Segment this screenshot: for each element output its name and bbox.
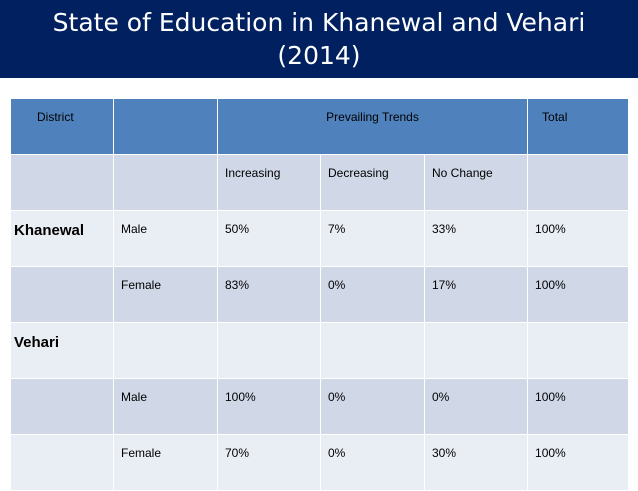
table-cell: 17% xyxy=(425,267,528,323)
district-vehari: Vehari xyxy=(11,323,114,379)
subheader-decreasing: Decreasing xyxy=(321,155,425,211)
table-cell: 0% xyxy=(321,435,425,491)
table-cell: Male xyxy=(114,211,218,267)
table-subheader-row xyxy=(11,155,629,211)
table-cell: 33% xyxy=(425,211,528,267)
table-cell: 0% xyxy=(321,379,425,435)
slide-title xyxy=(0,0,638,78)
table-cell: 70% xyxy=(218,435,321,491)
subheader-no-change: No Change xyxy=(425,155,528,211)
table-cell xyxy=(11,379,114,435)
header-district: District xyxy=(11,99,114,155)
education-table xyxy=(10,98,629,491)
table-cell xyxy=(11,155,114,211)
district-khanewal: Khanewal xyxy=(11,211,114,267)
table-cell: 0% xyxy=(425,379,528,435)
table-cell: 83% xyxy=(218,267,321,323)
table-cell xyxy=(425,323,528,379)
header-total: Total xyxy=(528,99,629,155)
table-cell: 100% xyxy=(528,211,629,267)
table-row xyxy=(11,267,629,323)
table-cell xyxy=(11,435,114,491)
table-cell xyxy=(114,323,218,379)
table-row xyxy=(11,435,629,491)
table-header-row xyxy=(11,99,629,155)
table-cell: Male xyxy=(114,379,218,435)
subheader-increasing: Increasing xyxy=(218,155,321,211)
table-row xyxy=(11,323,629,379)
table-cell: 7% xyxy=(321,211,425,267)
table-row xyxy=(11,211,629,267)
table-cell xyxy=(218,323,321,379)
table-cell: Female xyxy=(114,267,218,323)
table-cell: Female xyxy=(114,435,218,491)
table-cell xyxy=(528,155,629,211)
table-row xyxy=(11,379,629,435)
table-cell: 100% xyxy=(528,267,629,323)
table-cell xyxy=(11,267,114,323)
title-line-2: (2014) xyxy=(277,41,361,70)
title-line-1: State of Education in Khanewal and Vehari xyxy=(52,8,586,37)
table-cell: 100% xyxy=(218,379,321,435)
table-cell: 0% xyxy=(321,267,425,323)
table-cell: 30% xyxy=(425,435,528,491)
table-cell xyxy=(321,323,425,379)
table-cell: 100% xyxy=(528,379,629,435)
table-cell: 50% xyxy=(218,211,321,267)
table-cell xyxy=(114,155,218,211)
table-cell: 100% xyxy=(528,435,629,491)
header-prevailing-trends: Prevailing Trends xyxy=(218,99,528,155)
header-blank xyxy=(114,99,218,155)
table-cell xyxy=(528,323,629,379)
